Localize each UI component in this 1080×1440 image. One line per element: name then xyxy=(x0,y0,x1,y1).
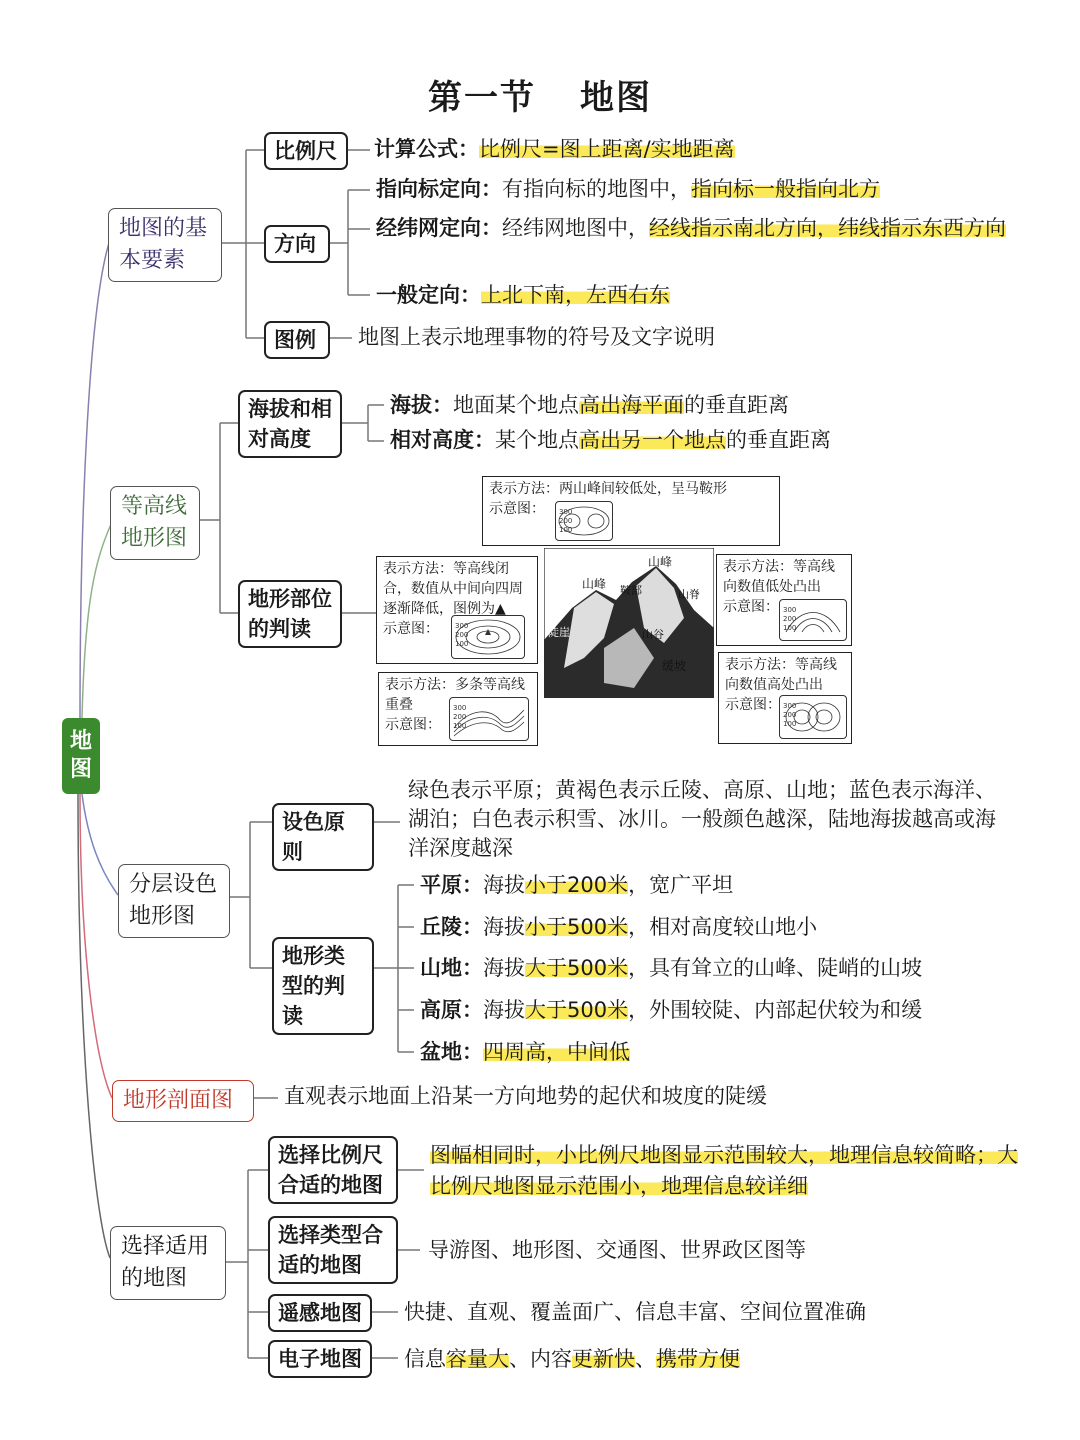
by-scale-text xyxy=(430,1140,1030,1202)
type-basin xyxy=(420,1037,630,1068)
node-height: 海拔和相对高度 xyxy=(238,390,342,458)
contour-value-label: 300 xyxy=(783,702,797,710)
contour-value-label: 300 xyxy=(453,704,467,712)
electronic-mid2: 、 xyxy=(635,1347,656,1371)
ridge-contour-icon xyxy=(779,599,847,641)
altitude-post: 的垂直距离 xyxy=(684,393,789,417)
general-head: 一般定向： xyxy=(376,283,481,307)
mountain-head: 山地： xyxy=(420,956,483,980)
saddle-contour-icon xyxy=(555,501,613,541)
label-cliff: 陡崖 xyxy=(548,626,570,639)
node-color-principle: 设色原则 xyxy=(272,803,374,871)
relative-text xyxy=(390,425,831,456)
peak-contour-icon xyxy=(451,615,525,659)
node-contour-map xyxy=(110,486,200,560)
color-principle-text: 绿色表示平原；黄褐色表示丘陵、高原、山地；蓝色表示海洋、湖泊；白色表示积雪、冰川。一般颜色越深，陆地海拔越高或海洋深度越深 xyxy=(408,778,996,860)
altitude-pre: 地面某个地点 xyxy=(453,393,579,417)
basin-highlight: 四周高，中间低 xyxy=(483,1040,630,1064)
plateau-highlight: 大于500米 xyxy=(525,998,629,1022)
general-highlight: 上北下南，左西右东 xyxy=(481,283,670,307)
layered-label: 分层设色地形图 xyxy=(129,872,218,929)
contour-value-label: 200 xyxy=(783,615,797,623)
by-scale-highlight: 图幅相同时，小比例尺地图显示范围较大，地理信息较简略；大比例尺地图显示范围小，地理信息较详细 xyxy=(430,1143,1018,1198)
direction-general xyxy=(376,280,670,311)
hill-head: 丘陵： xyxy=(420,915,483,939)
peak-method: 表示方法：等高线闭合，数值从中间向四周逐渐降低，图例为▲ xyxy=(383,561,523,617)
valley-method: 表示方法：等高线向数值高处凸出 xyxy=(725,657,837,693)
node-terrain-reading: 地形部位的判读 xyxy=(238,580,342,648)
electronic-pre: 信息 xyxy=(404,1347,446,1371)
node-scale: 比例尺 xyxy=(264,132,348,170)
relative-post: 的垂直距离 xyxy=(726,428,831,452)
plateau-head: 高原： xyxy=(420,998,483,1022)
ridge-diagram-label: 示意图： xyxy=(723,599,779,615)
label-saddle: 鞍部 xyxy=(620,584,642,597)
altitude-text xyxy=(390,390,789,421)
cliff-card xyxy=(378,672,538,746)
scale-prefix: 计算公式： xyxy=(374,137,479,161)
contour-value-label: 200 xyxy=(455,631,469,639)
node-profile-map xyxy=(112,1080,254,1122)
pointer-highlight: 指向标一般指向北方 xyxy=(691,177,880,201)
direction-pointer xyxy=(376,174,880,205)
profile-label: 地形剖面图 xyxy=(123,1088,234,1113)
plain-post: ，宽广平坦 xyxy=(628,873,734,897)
contour-value-label: 300 xyxy=(783,606,797,614)
hill-post: ，相对高度较山地小 xyxy=(628,915,818,939)
altitude-highlight: 高出海平面 xyxy=(579,393,684,417)
link-contour xyxy=(82,522,112,718)
grid-head: 经纬网定向： xyxy=(376,216,502,240)
pointer-text: 有指向标的地图中， xyxy=(502,177,691,201)
contour-value-label: 300 xyxy=(559,508,573,516)
choose-label: 选择适用的地图 xyxy=(121,1234,210,1291)
label-peak-left: 山峰 xyxy=(582,577,607,591)
grid-highlight: 经线指示南北方向，纬线指示东西方向 xyxy=(649,216,1006,240)
contour-value-label: 100 xyxy=(453,722,467,730)
relative-pre: 某个地点 xyxy=(495,428,579,452)
altitude-head: 海拔： xyxy=(390,393,453,417)
basin-head: 盆地： xyxy=(420,1040,483,1064)
mountain-highlight: 大于500米 xyxy=(525,956,629,980)
electronic-hl3: 携带方便 xyxy=(656,1347,740,1371)
basic-label: 地图的基本要素 xyxy=(119,216,208,273)
contour-value-label: 100 xyxy=(783,624,797,632)
contour-value-label: 300 xyxy=(455,622,469,630)
node-basic-elements xyxy=(108,208,222,282)
node-layered-map xyxy=(118,864,230,938)
type-mountain xyxy=(420,953,922,984)
scale-formula-text: 比例尺=图上距离/实地距离 xyxy=(479,137,735,161)
pointer-head: 指向标定向： xyxy=(376,177,502,201)
type-plain xyxy=(420,870,733,901)
plateau-post: ，外围较陡、内部起伏较为和缓 xyxy=(628,998,923,1022)
label-ridge: 山脊 xyxy=(678,588,700,601)
contour-value-label: 100 xyxy=(783,720,797,728)
electronic-text xyxy=(404,1344,740,1375)
electronic-mid1: 、内容 xyxy=(509,1347,572,1371)
node-by-scale: 选择比例尺合适的地图 xyxy=(268,1136,398,1204)
node-remote-sensing: 遥感地图 xyxy=(268,1294,372,1332)
contour-value-label: 100 xyxy=(455,640,469,648)
cliff-diagram-label: 示意图： xyxy=(385,717,441,733)
by-type-text: 导游图、地形图、交通图、世界政区图等 xyxy=(428,1238,806,1262)
contour-value-label: 200 xyxy=(783,711,797,719)
contour-value-label: 200 xyxy=(559,517,573,525)
link-basic xyxy=(80,240,110,718)
electronic-hl1: 容量大 xyxy=(446,1347,509,1371)
type-plateau xyxy=(420,995,922,1026)
page-title xyxy=(0,70,1080,119)
label-peak-right: 山峰 xyxy=(648,555,673,569)
title-section: 第一节 xyxy=(428,78,536,118)
node-legend: 图例 xyxy=(264,321,330,359)
hill-highlight: 小于500米 xyxy=(525,915,629,939)
relative-head: 相对高度： xyxy=(390,428,495,452)
node-choose-map xyxy=(110,1226,226,1300)
saddle-method: 表示方法：两山峰间较低处，呈马鞍形 xyxy=(489,481,727,497)
saddle-card xyxy=(482,476,780,546)
peak-diagram-label: 示意图： xyxy=(383,621,439,637)
valley-card xyxy=(718,652,852,744)
grid-text: 经纬网地图中， xyxy=(502,216,649,240)
plain-head: 平原： xyxy=(420,873,483,897)
plain-pre: 海拔 xyxy=(483,873,525,897)
node-electronic-map: 电子地图 xyxy=(268,1340,372,1378)
legend-text: 地图上表示地理事物的符号及文字说明 xyxy=(358,325,715,349)
cliff-method: 表示方法：多条等高线重叠 xyxy=(385,677,525,713)
plateau-pre: 海拔 xyxy=(483,998,525,1022)
node-direction: 方向 xyxy=(264,225,330,263)
relative-highlight: 高出另一个地点 xyxy=(579,428,726,452)
link-layered xyxy=(82,794,118,895)
electronic-hl2: 更新快 xyxy=(572,1347,635,1371)
label-valley: 山谷 xyxy=(642,628,664,641)
plain-highlight: 小于200米 xyxy=(525,873,629,897)
ridge-card xyxy=(716,554,852,646)
direction-grid xyxy=(376,213,1006,244)
node-by-type: 选择类型合适的地图 xyxy=(268,1216,398,1284)
valley-diagram-label: 示意图： xyxy=(725,697,781,713)
profile-text: 直观表示地面上沿某一方向地势的起伏和坡度的陡缓 xyxy=(284,1084,767,1108)
cliff-contour-icon xyxy=(449,697,529,741)
title-topic: 地图 xyxy=(580,78,652,118)
peak-card xyxy=(376,556,538,664)
mountain-post: ，具有耸立的山峰、陡峭的山坡 xyxy=(628,956,923,980)
contour-value-label: 200 xyxy=(453,713,467,721)
valley-contour-icon xyxy=(779,695,847,739)
node-terrain-types: 地形类型的判读 xyxy=(272,937,374,1035)
saddle-diagram-label: 示意图： xyxy=(489,501,545,517)
mountain-illustration xyxy=(544,548,714,698)
type-hill xyxy=(420,912,817,943)
scale-formula xyxy=(374,134,735,165)
mountain-pre: 海拔 xyxy=(483,956,525,980)
root-node: 地图 xyxy=(62,718,100,794)
hill-pre: 海拔 xyxy=(483,915,525,939)
contour-value-label: 100 xyxy=(559,526,573,534)
remote-text: 快捷、直观、覆盖面广、信息丰富、空间位置准确 xyxy=(404,1300,866,1324)
label-gentle-slope: 缓坡 xyxy=(662,659,687,673)
ridge-method: 表示方法：等高线向数值低处凸出 xyxy=(723,559,835,595)
contour-label: 等高线地形图 xyxy=(121,494,188,551)
